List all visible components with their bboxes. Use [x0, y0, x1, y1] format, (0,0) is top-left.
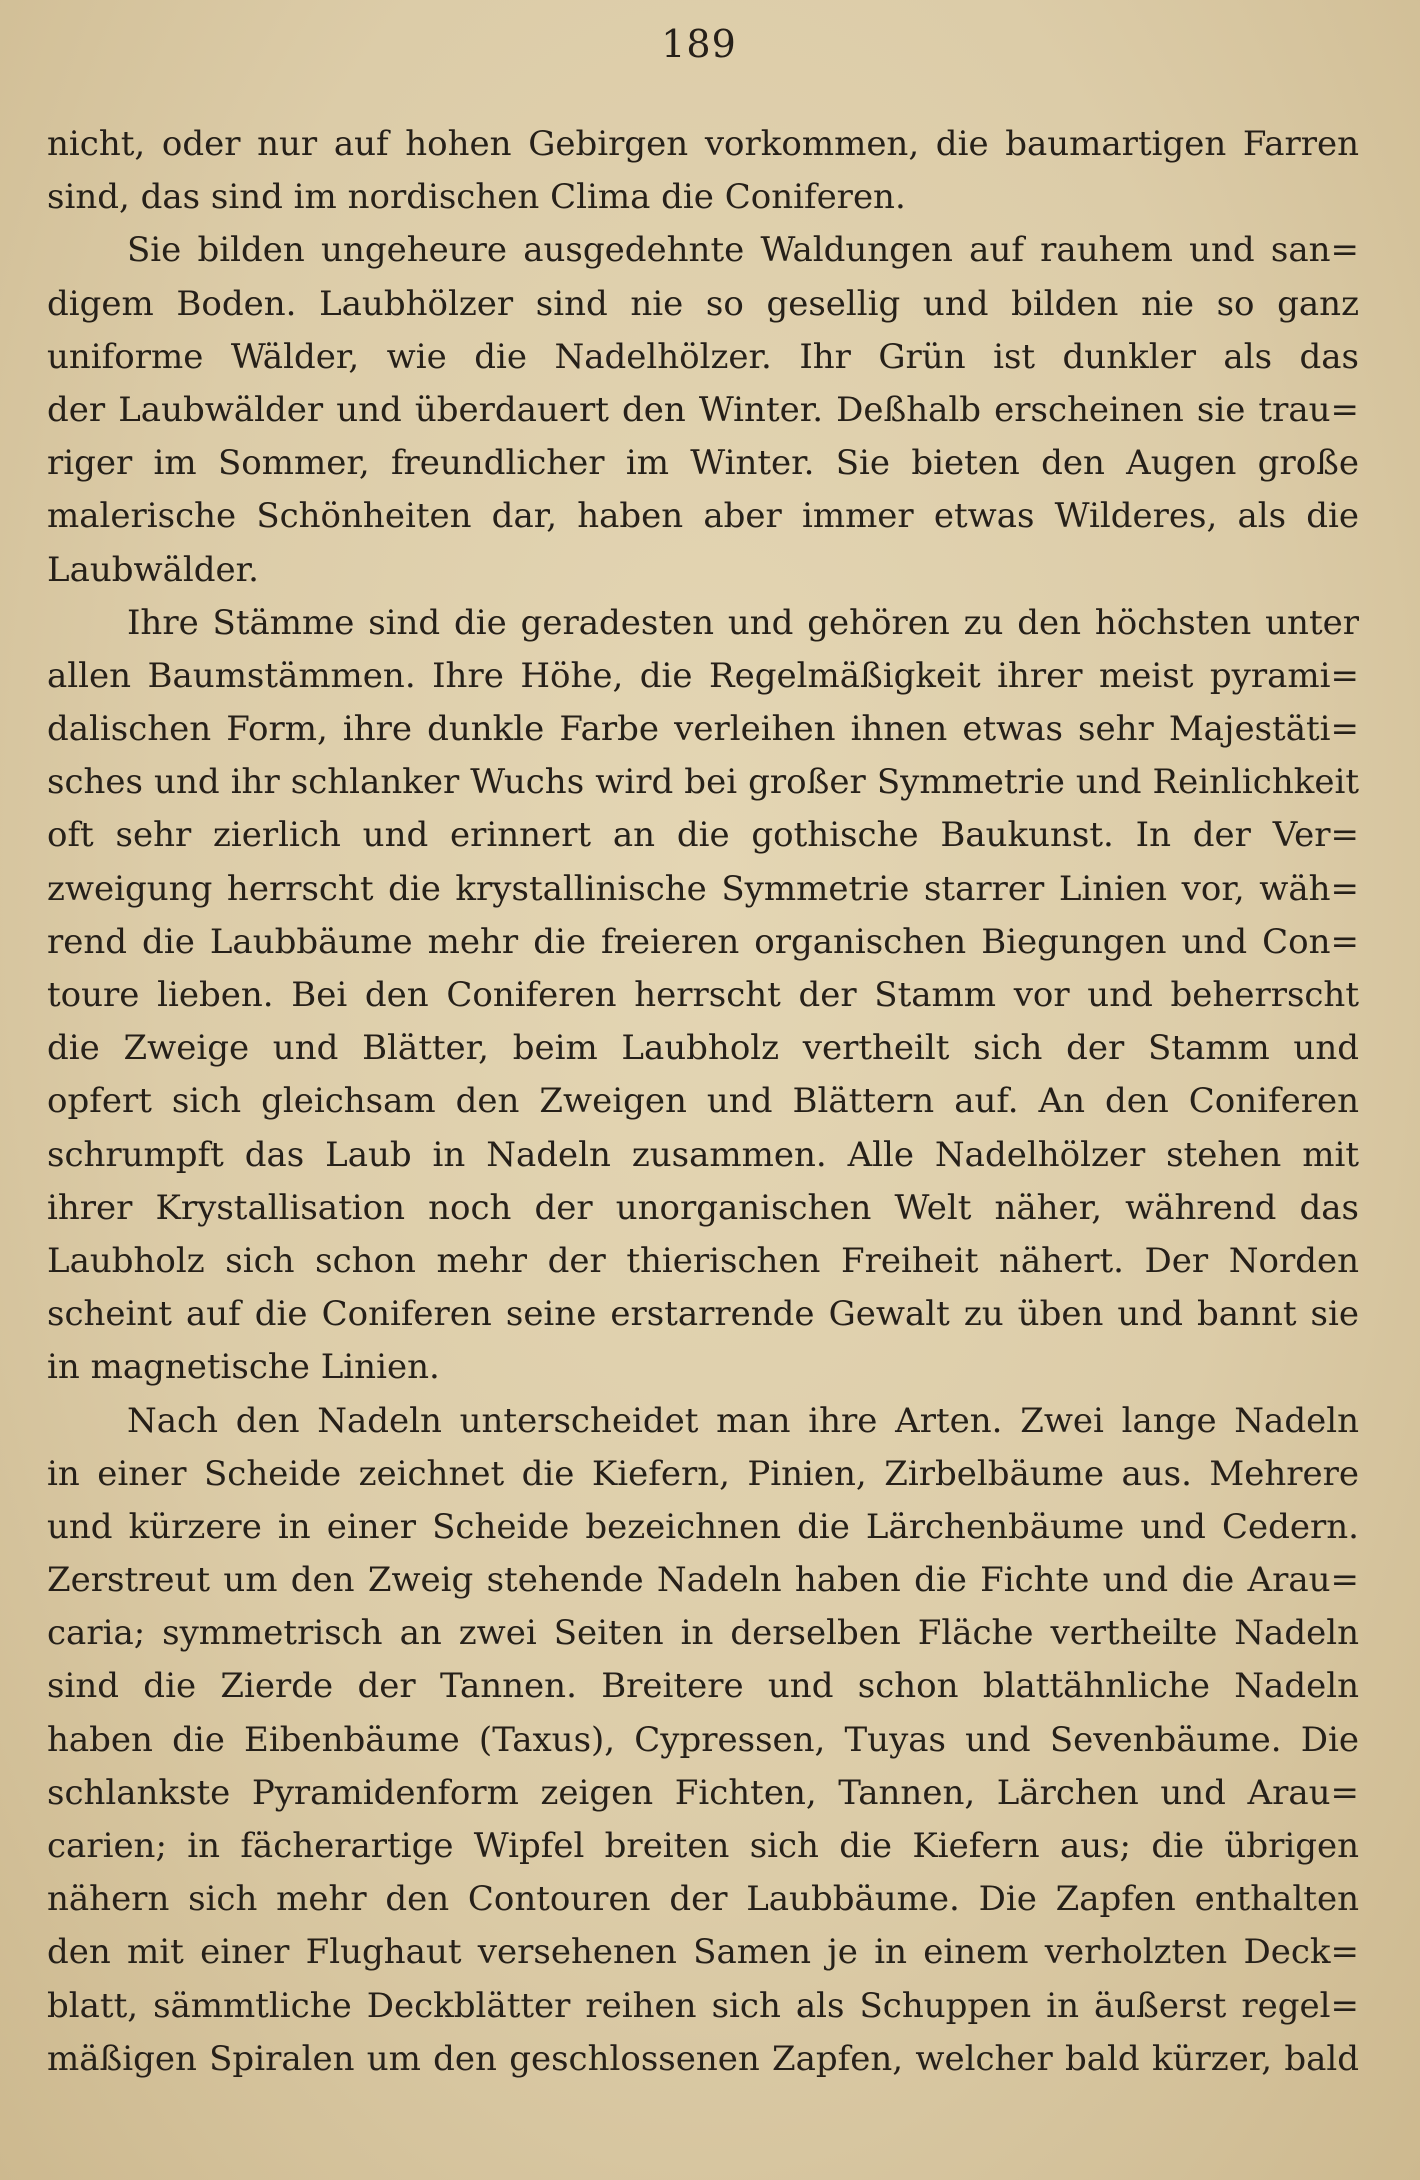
text-line: scheint auf die Coniferen seine erstarrende Gewalt zu üben und bannt sie [47, 1294, 1359, 1335]
text-line: nähern sich mehr den Contouren der Laubbäume. Die Zapfen enthalten [47, 1879, 1359, 1920]
text-line: in magnetische Linien. [47, 1347, 440, 1388]
text-line: und kürzere in einer Scheide bezeichnen die Lärchenbäume und Cedern. [47, 1506, 1359, 1547]
text-line: sind, das sind im nordischen Clima die Coniferen. [47, 177, 906, 218]
text-line: malerische Schönheiten dar, haben aber immer etwas Wilderes, als die [47, 496, 1359, 537]
text-line: nicht, oder nur auf hohen Gebirgen vorkommen, die baumartigen Farren [47, 124, 1359, 164]
text-line: Laubwälder. [47, 549, 259, 590]
body-text [47, 118, 1359, 2086]
text-line: die Zweige und Blätter, beim Laubholz vertheilt sich der Stamm und [47, 1028, 1359, 1069]
text-line: riger im Sommer, freundlicher im Winter. Sie bieten den Augen große [47, 443, 1359, 484]
text-line: blatt, sämmtliche Deckblätter reihen sich als Schuppen in äußerst regel= [47, 1985, 1359, 2026]
text-line: schrumpft das Laub in Nadeln zusammen. Alle Nadelhölzer stehen mit [47, 1134, 1359, 1175]
text-line: sind die Zierde der Tannen. Breitere und schon blattähnliche Nadeln [47, 1666, 1359, 1707]
text-line: Zerstreut um den Zweig stehende Nadeln haben die Fichte und die Arau= [47, 1560, 1359, 1601]
text-line: in einer Scheide zeichnet die Kiefern, Pinien, Zirbelbäume aus. Mehrere [47, 1453, 1359, 1494]
text-line: mäßigen Spiralen um den geschlossenen Zapfen, welcher bald kürzer, bald [47, 2038, 1359, 2079]
text-line: Ihre Stämme sind die geradesten und gehören zu den höchsten unter [127, 602, 1359, 643]
text-line: allen Baumstämmen. Ihre Höhe, die Regelmäßigkeit ihrer meist pyrami= [47, 655, 1359, 696]
text-line: dalischen Form, ihre dunkle Farbe verleihen ihnen etwas sehr Majestäti= [47, 709, 1359, 750]
text-line: Laubholz sich schon mehr der thierischen Freiheit nähert. Der Norden [47, 1240, 1359, 1281]
text-line: Nach den Nadeln unterscheidet man ihre Arten. Zwei lange Nadeln [127, 1400, 1359, 1441]
text-line: digem Boden. Laubhölzer sind nie so gesellig und bilden nie so ganz [47, 283, 1359, 324]
text-line: haben die Eibenbäume (Taxus), Cypressen, Tuyas und Sevenbäume. Die [47, 1719, 1359, 1760]
text-line: carien; in fächerartige Wipfel breiten sich die Kiefern aus; die übrigen [47, 1826, 1359, 1866]
text-line: zweigung herrscht die krystallinische Symmetrie starrer Linien vor, wäh= [47, 868, 1359, 909]
text-line: ihrer Krystallisation noch der unorganischen Welt näher, während das [47, 1187, 1359, 1228]
text-line: oft sehr zierlich und erinnert an die gothische Baukunst. In der Ver= [47, 815, 1359, 856]
text-line: toure lieben. Bei den Coniferen herrscht der Stamm vor und beherrscht [47, 975, 1359, 1015]
text-line: den mit einer Flughaut versehenen Samen je in einem verholzten Deck= [47, 1932, 1359, 1973]
text-line: opfert sich gleichsam den Zweigen und Blättern auf. An den Coniferen [47, 1081, 1359, 1122]
text-line: Sie bilden ungeheure ausgedehnte Waldungen auf rauhem und san= [127, 230, 1359, 271]
text-line: uniforme Wälder, wie die Nadelhölzer. Ihr Grün ist dunkler als das [47, 336, 1359, 377]
text-line: rend die Laubbäume mehr die freieren organischen Biegungen und Con= [47, 921, 1359, 962]
page-number: 189 [661, 22, 737, 66]
text-line: caria; symmetrisch an zwei Seiten in derselben Fläche vertheilte Nadeln [47, 1613, 1359, 1654]
text-line: schlankste Pyramidenform zeigen Fichten, Tannen, Lärchen und Arau= [47, 1772, 1359, 1813]
text-line: der Laubwälder und überdauert den Winter. Deßhalb erscheinen sie trau= [47, 389, 1359, 430]
text-line: sches und ihr schlanker Wuchs wird bei großer Symmetrie und Reinlichkeit [47, 762, 1359, 803]
